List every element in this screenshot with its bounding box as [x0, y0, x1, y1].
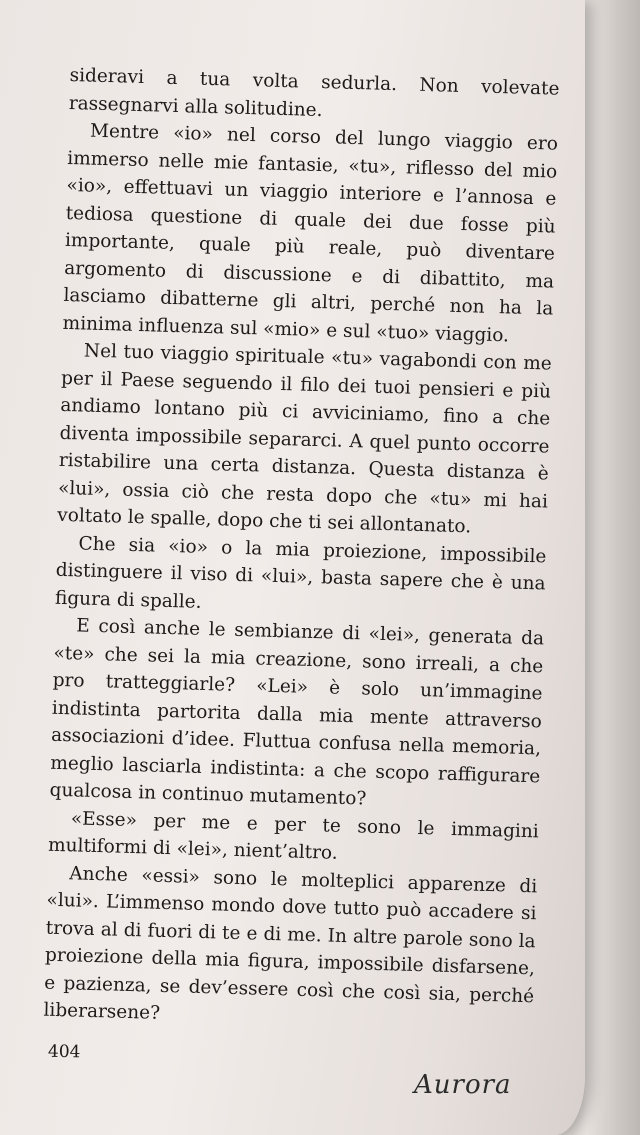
page-text — [43, 62, 560, 1038]
paragraph: Che sia «io» o la mia proiezione, impossibile distinguere il viso di «lui», basta sapere che è una figura di spalle. — [54, 532, 547, 613]
paragraph: Mentre «io» nel corso del lungo viaggio ero immerso nelle mie fantasie, «tu», riflesso del mio «io», effettuavi un viaggio interiore e l’annosa e tediosa questione di quale dei due fosse più importante, quale più reale, può diventare argomento di discussione e di dibattito, ma lasciamo dibatterne gli altri, perché non ha la minima influenza sul «mio» e sul «tuo» viaggio. — [62, 120, 559, 346]
paragraph: Anche «essi» sono le molteplici apparenze di «lui». L’immenso mondo dove tutto può accadere si trova al di fuori di te e di me. In altre parole sono la proiezione della mia figura, impossibile disfarsene, e pazienza, se dev’essere così che così sia, perché liberarsene? — [43, 862, 538, 1024]
paragraph: «Esse» per me e per te sono le immagini multiformi di «lei», nient’altro. — [47, 807, 539, 864]
paragraph: E così anche le sembianze di «lei», generata da «te» che sei la mia creazione, sono irreali, a che pro tratteggiarle? «Lei» è solo un’immagine indistinta partorita dalla mia mente attraverso associazioni d’idee. Fluttua confusa nella memoria, meglio lasciarla indistinta: a che scopo raffigurare qualcosa in continuo mutamento? — [49, 615, 545, 810]
paragraph: sideravi a tua volta sedurla. Non volevate rassegnarvi alla solitudine. — [68, 64, 560, 121]
watermark-signature: Aurora — [414, 1070, 512, 1100]
page-number: 404 — [47, 1041, 81, 1063]
paragraph: Nel tuo viaggio spirituale «tu» vagabondi con me per il Paese seguendo il filo dei tuoi pensieri e più andiamo lontano più ci avviciniamo, fino a che diventa impossibile separarci. A quel punto occorre ristabilire una certa distanza. Questa distanza è «lui», ossia ciò che resta dopo che «tu» mi hai voltato le spalle, dopo che ti sei allontanato. — [57, 340, 553, 538]
